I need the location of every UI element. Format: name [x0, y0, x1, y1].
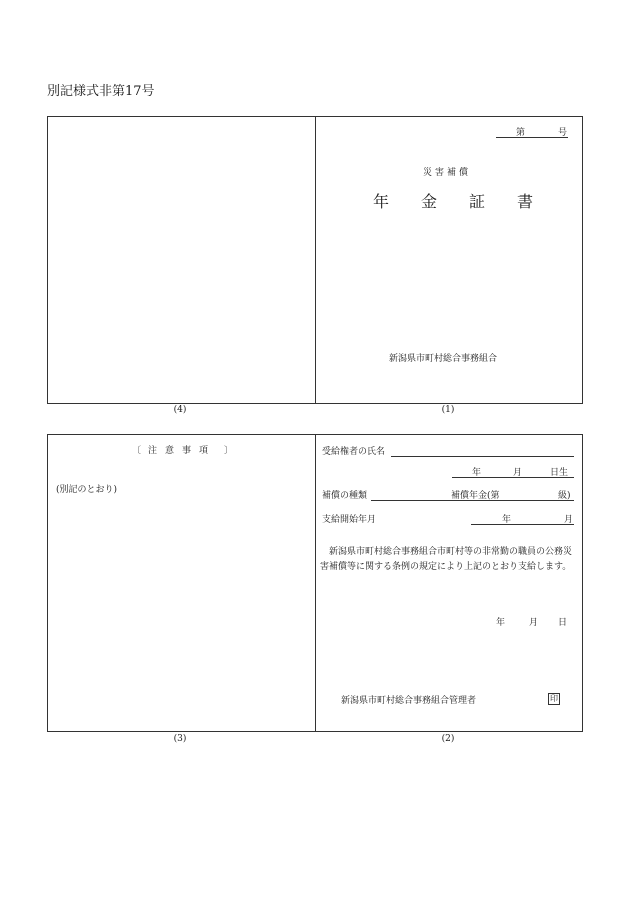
- start-month: 月: [564, 515, 574, 525]
- certificate-inner: [47, 434, 583, 732]
- start-date-line: [471, 524, 574, 525]
- number-underline: [496, 137, 568, 138]
- issue-year: 年: [496, 618, 506, 628]
- fold-line-top: [315, 117, 316, 403]
- fold-line-bottom: [315, 435, 316, 731]
- compensation-grade: 級): [558, 491, 571, 501]
- number-label-go: 号: [558, 128, 568, 138]
- caption-4: (4): [173, 405, 187, 415]
- start-year: 年: [502, 515, 512, 525]
- notes-bracket-close: 〕: [224, 446, 234, 456]
- number-label-dai: 第: [516, 128, 526, 138]
- recipient-name-line: [391, 456, 574, 457]
- issuer-name: 新潟県市町村総合事務組合: [389, 354, 498, 364]
- birth-day: 日生: [550, 468, 569, 478]
- notes-text: (別記のとおり): [56, 485, 118, 495]
- caption-1: (1): [441, 405, 455, 415]
- recipient-label: 受給権者の氏名: [322, 447, 386, 457]
- administrator-title: 新潟県市町村総合事務組合管理者: [341, 696, 477, 706]
- compensation-type-value: 補償年金(第: [451, 491, 500, 501]
- issue-day: 日: [558, 618, 568, 628]
- caption-3: (3): [173, 734, 187, 744]
- certificate-outer: [47, 116, 583, 404]
- seal-mark: 印: [550, 694, 558, 703]
- caption-2: (2): [441, 734, 455, 744]
- birth-month: 月: [513, 468, 523, 478]
- birth-year: 年: [472, 468, 482, 478]
- certificate-subtitle: 災害補償: [423, 168, 472, 178]
- start-date-label: 支給開始年月: [322, 515, 377, 525]
- notes-bracket-open: 〔: [132, 446, 142, 456]
- notes-heading: 注意事項: [148, 446, 217, 456]
- issue-month: 月: [529, 618, 539, 628]
- certificate-statement: 新潟県市町村総合事務組合市町村等の非常勤の職員の公務災害補償等に関する条例の規定により上記のとおり支給します。: [320, 547, 573, 572]
- compensation-type-label: 補償の種類: [322, 491, 368, 501]
- form-id: 別記様式非第17号: [47, 84, 155, 99]
- birth-date-line: [452, 477, 574, 478]
- certificate-title: 年金証書: [373, 192, 566, 211]
